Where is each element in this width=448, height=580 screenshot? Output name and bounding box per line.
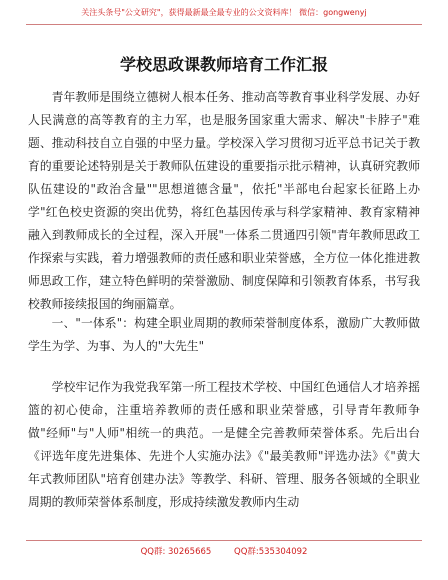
footer <box>0 545 448 557</box>
document-title: 学校思政课教师培育工作汇报 <box>119 55 328 74</box>
section1-paragraph: 学校牢记作为我党我军第一所工程技术学校、中国红色通信人才培养摇篮的初心使命，注重培养教师的责任感和职业荣誉感，引导青年教师争做"经师"与"人师"相统一的典范。一是健全完善教师荣誉体系。先后出台《评选年度先进集体、先进个人实施办法》《"最美教师"评选办法》《"黄大年式教师团队"培育创建办法》等教学、科研、管理、服务各领域的全职业周期的教师荣誉体系制度，形成持续激发教师内生动 <box>28 380 420 509</box>
footer-divider <box>26 540 422 541</box>
header-promo-note: 关注头条号"公文研究"，获得最新最全最专业的公文资料库！ 微信：gongwenyj <box>81 8 367 17</box>
header-divider <box>26 24 422 25</box>
footer-qq-group-1: QQ群: 30265665 <box>140 547 212 557</box>
intro-paragraph: 青年教师是围绕立德树人根本任务、推动高等教育事业科学发展、办好人民满意的高等教育的主力军，也是服务国家重大需求、解决"卡脖子"难题、推动科技自立自强的中坚力量。学校深入学习贯彻习近平总书记关于教育的重要论述特别是关于教师队伍建设的重要指示批示精神，认真研究教师队伍建设的"政治含量""思想道德含量"，依托"半部电台起家长征路上办学"红色校史资源的突出优势，将红色基因传承与科学家精神、教育家精神融入到教师成长的全过程，深入开展"一体系二贯通四引领"青年教师思政工作探索与实践，着力增强教师的责任感和职业荣誉感，全方位一体化推进教师思政工作，建立特色鲜明的荣誉激励、制度保障和引领教育体系，书写我校教师接续报国的绚丽篇章。 <box>28 90 420 311</box>
footer-qq-group-2: QQ群:535304092 <box>234 547 308 557</box>
section-heading-1: 一、"一体系"：构建全职业周期的教师荣誉制度体系，激励广大教师做学生为学、为事、为人的"大先生" <box>28 316 420 353</box>
